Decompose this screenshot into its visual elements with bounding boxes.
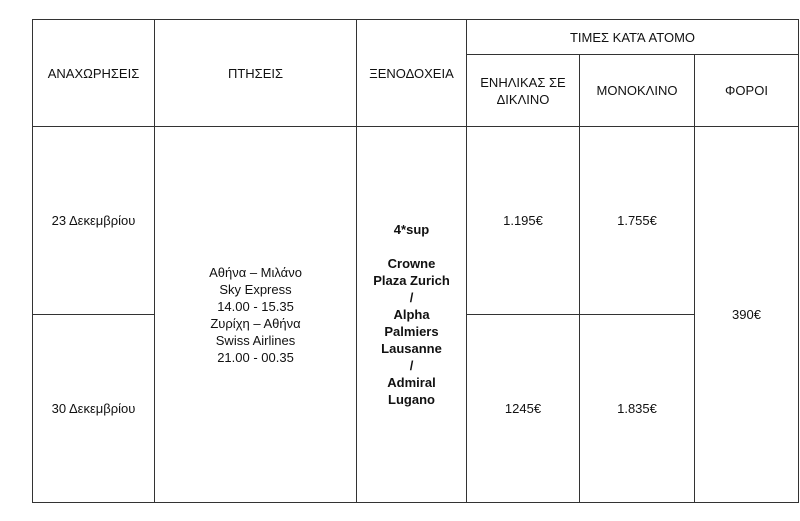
price-single-2: 1.835€ xyxy=(580,315,695,503)
hotel-line: / xyxy=(409,358,414,373)
hotel-line: Plaza Zurich xyxy=(373,273,450,288)
flight-line: Αθήνα – Μιλάνο xyxy=(209,264,302,280)
hotel-line: Admiral xyxy=(387,375,436,390)
flight-line: 14.00 - 15.35 xyxy=(217,298,294,314)
header-prices-per-person: ΤΙΜΕΣ ΚΑΤΆ ΑΤΟΜΟ xyxy=(467,20,799,55)
hotels-cell xyxy=(357,127,467,503)
flight-line: Swiss Airlines xyxy=(215,332,296,348)
header-single: ΜΟΝΟΚΛΙΝΟ xyxy=(580,55,695,127)
taxes-value: 390€ xyxy=(695,127,799,503)
flights-cell xyxy=(155,127,357,503)
price-adult-double-1: 1.195€ xyxy=(467,127,580,315)
departure-date-1: 23 Δεκεμβρίου xyxy=(33,127,155,315)
header-adult-double-line2: ΔΙΚΛΙΝΟ xyxy=(496,91,550,107)
price-single-1: 1.755€ xyxy=(580,127,695,315)
hotel-line: Lugano xyxy=(388,392,435,407)
header-taxes: ΦΟΡΟΙ xyxy=(695,55,799,127)
hotel-line: Alpha xyxy=(393,307,430,322)
flight-line: Ζυρίχη – Αθήνα xyxy=(210,315,301,331)
hotel-rating: 4*sup xyxy=(393,222,430,237)
price-adult-double-2: 1245€ xyxy=(467,315,580,503)
pricing-table xyxy=(32,19,799,503)
table-row xyxy=(33,127,799,315)
header-adult-double-line1: ΕΝΗΛΙΚΑΣ ΣΕ xyxy=(480,74,566,90)
hotel-line: Lausanne xyxy=(381,341,442,356)
header-departures: ΑΝΑΧΩΡΗΣΕΙΣ xyxy=(33,20,155,127)
header-flights: ΠΤΗΣΕΙΣ xyxy=(155,20,357,127)
flight-line: 21.00 - 00.35 xyxy=(217,349,294,365)
flight-line: Sky Express xyxy=(219,281,292,297)
header-adult-double xyxy=(467,55,580,127)
hotel-line: / xyxy=(409,290,414,305)
hotel-line: Palmiers xyxy=(384,324,439,339)
spacer xyxy=(357,238,466,255)
departure-date-2: 30 Δεκεμβρίου xyxy=(33,315,155,503)
header-hotels: ΞΕΝΟΔΟΧΕΙΑ xyxy=(357,20,467,127)
hotel-line: Crowne xyxy=(387,256,436,271)
